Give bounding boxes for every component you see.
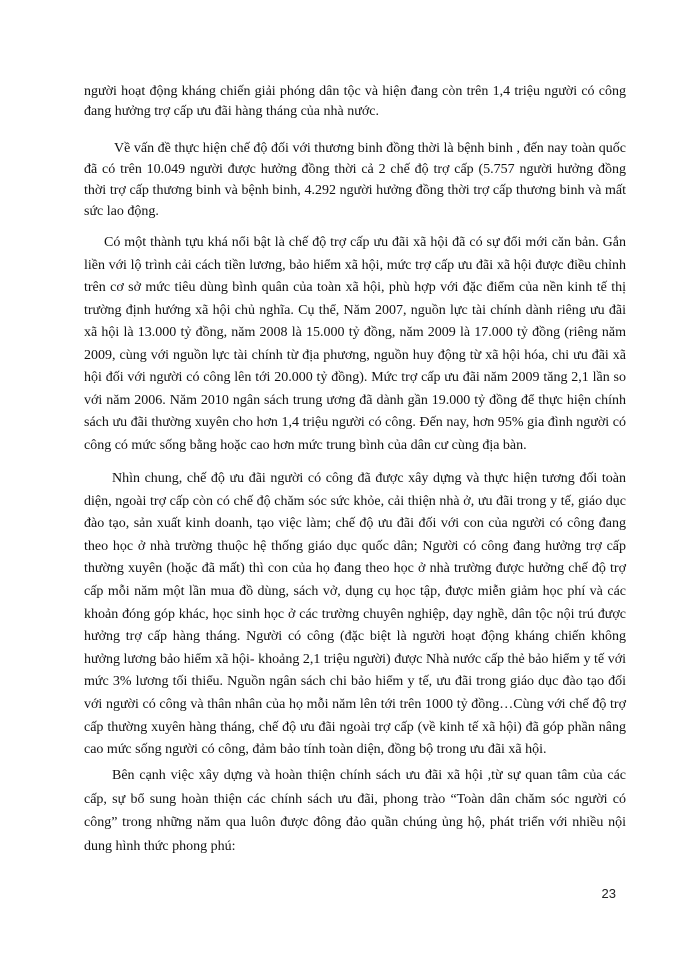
paragraph-continuation: người hoạt động kháng chiến giải phóng dân tộc và hiện đang còn trên 1,4 triệu người có công đang hưởng trợ cấp ưu đãi hàng tháng của nhà nước. xyxy=(84,84,626,119)
paragraph-allowance-reform: Có một thành tựu khá nổi bật là chế độ trợ cấp ưu đãi xã hội đã có sự đổi mới căn bản. Gắn liền với lộ trình cải cách tiền lương, bảo hiểm xã hội, mức trợ cấp ưu đãi xã hội được điều chỉnh trên cơ sở mức tiêu dùng bình quân của toàn xã hội, phù hợp với đặc điểm của nền kinh tế thị trường định hướng xã hội chủ nghĩa. Cụ thể, Năm 2007, nguồn lực tài chính dành riêng ưu đãi xã hội là 13.000 tỷ đồng, năm 2008 là 15.000 tỷ đồng, năm 2009 là 17.000 tỷ đồng (riêng năm 2009, cùng với nguồn lực tài chính từ địa phương, nguồn huy động từ xã hội hóa, chi ưu đãi xã hội đối với người có công lên tới 20.000 tỷ đồng). Mức trợ cấp ưu đãi năm 2009 tăng 2,1 lần so với năm 2006. Năm 2010 ngân sách trung ương đã dành gần 19.000 tỷ đồng để thực hiện chính sách ưu đãi thường xuyên cho hơn 1,4 triệu người có công. Đến nay, hơn 95% gia đình người có công có mức sống bằng hoặc cao hơn mức trung bình của dân cư cùng địa bàn. xyxy=(84,235,626,453)
paragraph-overview: Nhìn chung, chế độ ưu đãi người có công đã được xây dựng và thực hiện tương đối toàn diện, ngoài trợ cấp còn có chế độ chăm sóc sức khỏe, cải thiện nhà ở, ưu đãi trong y tế, giáo dục đào tạo, sản xuất kinh doanh, tạo việc làm; chế độ ưu đãi đối với con của người có công đang theo học ở nhà trường thuộc hệ thống giáo dục quốc dân; Người có công đang hưởng trợ cấp thường xuyên (hoặc đã mất) thì con của họ đang theo học ở nhà trường được hưởng chế độ trợ cấp mỗi năm một lần mua đồ dùng, sách vở, dụng cụ học tập, được miễn giảm học phí và các khoản đóng góp khác, học sinh học ở các trường chuyên nghiệp, dạy nghề, dân tộc nội trú được hưởng trợ cấp hàng tháng. Người có công (đặc biệt là người hoạt động kháng chiến không hưởng lương bảo hiểm xã hội- khoảng 2,1 triệu người) được Nhà nước cấp thẻ bảo hiểm y tế với mức 3% lương tối thiểu. Nguồn ngân sách chi bảo hiểm y tế, ưu đãi trong giáo dục đào tạo đối với người có công và thân nhân của họ mỗi năm lên tới trên 1000 tỷ đồng…Cùng với chế độ trợ cấp thường xuyên hàng tháng, chế độ ưu đãi ngoài trợ cấp (về kinh tế xã hội) đã góp phần nâng cao mức sống người có công, đảm bảo tính toàn diện, đồng bộ trong ưu đãi xã hội. xyxy=(84,471,626,758)
paragraph-movement: Bên cạnh việc xây dựng và hoàn thiện chính sách ưu đãi xã hội ,từ sự quan tâm của các cấp, sự bổ sung hoàn thiện các chính sách ưu đãi, phong trào “Toàn dân chăm sóc người có công” trong những năm qua luôn được đông đảo quần chúng ủng hộ, phát triển với nhiều nội dung hình thức phong phú: xyxy=(84,768,626,854)
paragraph-war-invalids: Về vấn đề thực hiện chế độ đối với thương binh đồng thời là bệnh binh , đến nay toàn quốc đã có trên 10.049 người được hưởng đồng thời cả 2 chế độ trợ cấp (5.757 người hưởng đồng thời trợ cấp thương binh và bệnh binh, 4.292 người hưởng đồng thời trợ cấp thương binh và mất sức lao động. xyxy=(84,141,626,219)
page-number: 23 xyxy=(601,886,616,901)
